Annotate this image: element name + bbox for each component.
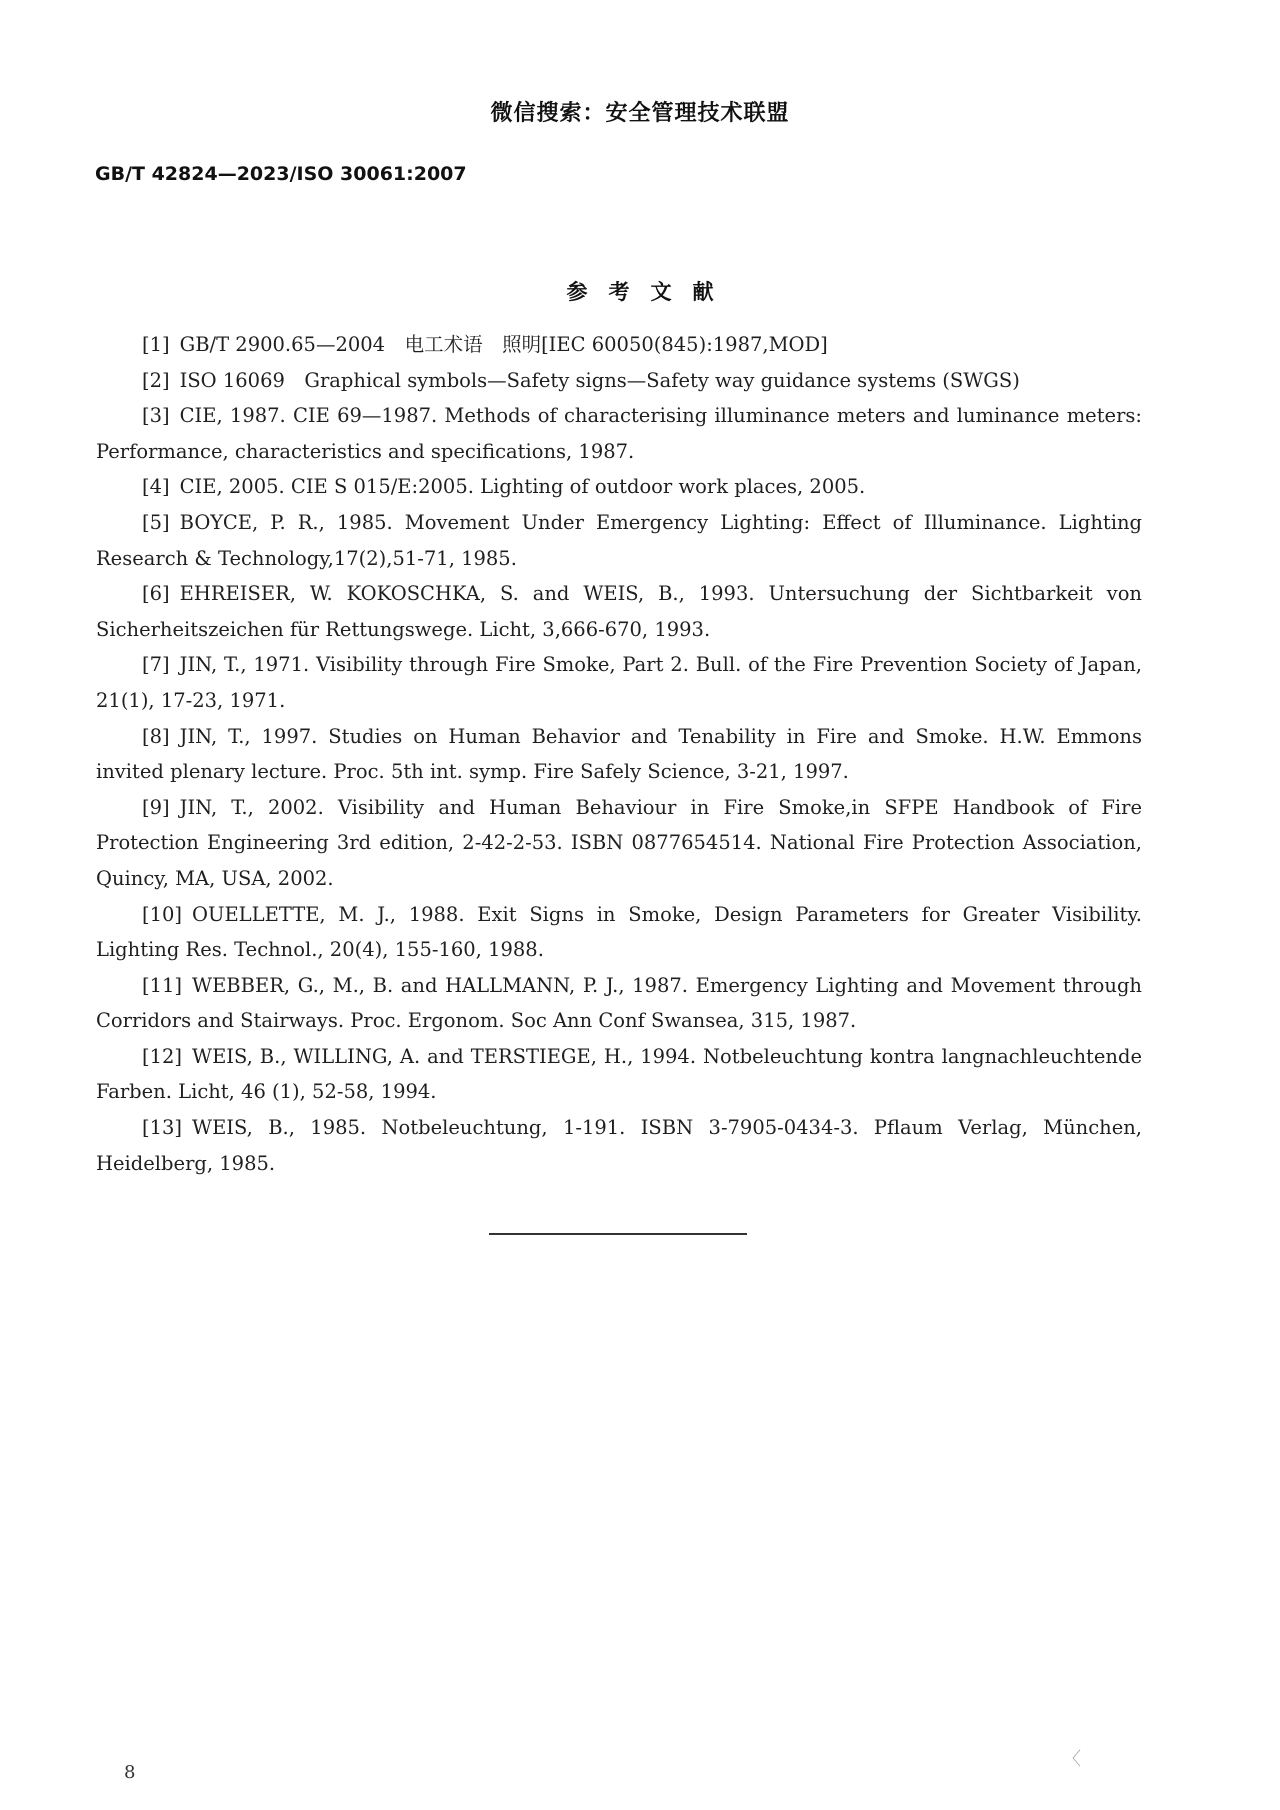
standard-code: GB/T 42824—2023/ISO 30061:2007: [95, 163, 467, 185]
reference-list: [96, 327, 1142, 1181]
reference-item-7: [96, 647, 1142, 718]
end-rule: [489, 1233, 747, 1235]
reference-number: [12]: [142, 1044, 183, 1068]
reference-item-12: [96, 1039, 1142, 1110]
reference-item-9: [96, 790, 1142, 897]
reference-text: JIN, T., 1971. Visibility through Fire Smoke, Part 2. Bull. of the Fire Prevention Society of Japan, 21(1), 17-23, 1971.: [96, 653, 1142, 712]
reference-text: OUELLETTE, M. J., 1988. Exit Signs in Smoke, Design Parameters for Greater Visibility. Lighting Res. Technol., 20(4), 155-160, 1988.: [96, 902, 1142, 962]
reference-item-10: [96, 897, 1142, 968]
margin-mark: 〈: [1063, 1749, 1081, 1770]
reference-text: ISO 16069 Graphical symbols—Safety signs—Safety way guidance systems (SWGS): [179, 368, 1020, 392]
reference-text: EHREISER, W. KOKOSCHKA, S. and WEIS, B., 1993. Untersuchung der Sichtbarkeit von Sicherheitszeichen für Rettungswege. Licht, 3,666-670, 1993.: [96, 582, 1142, 641]
reference-item-13: [96, 1110, 1142, 1181]
reference-text: JIN, T., 2002. Visibility and Human Behaviour in Fire Smoke,in SFPE Handbook of Fire Protection Engineering 3rd edition, 2-42-2-53. ISBN 0877654514. National Fire Protection Association, Quincy, MA, USA, 2002.: [96, 795, 1142, 890]
reference-text: WEIS, B., 1985. Notbeleuchtung, 1-191. ISBN 3-7905-0434-3. Pflaum Verlag, München, Heidelberg, 1985.: [96, 1116, 1142, 1175]
watermark-text: 微信搜索：安全管理技术联盟: [490, 101, 790, 126]
reference-item-8: [96, 719, 1142, 790]
reference-text: CIE, 2005. CIE S 015/E:2005. Lighting of outdoor work places, 2005.: [179, 475, 866, 499]
reference-number: [11]: [142, 973, 183, 997]
reference-number: [2]: [142, 368, 170, 392]
page-number: 8: [124, 1762, 136, 1783]
reference-number: [6]: [142, 582, 170, 606]
reference-number: [10]: [142, 902, 183, 926]
reference-item-1: [96, 327, 1142, 363]
reference-item-11: [96, 968, 1142, 1039]
reference-number: [9]: [142, 795, 170, 819]
reference-number: [4]: [142, 475, 170, 499]
reference-number: [13]: [142, 1116, 183, 1140]
reference-item-4: [96, 469, 1142, 505]
reference-number: [8]: [142, 724, 170, 748]
reference-number: [3]: [142, 404, 170, 428]
reference-number: [7]: [142, 653, 170, 677]
reference-number: [5]: [142, 510, 170, 534]
reference-item-2: [96, 363, 1142, 399]
reference-item-5: [96, 505, 1142, 576]
reference-text: WEIS, B., WILLING, A. and TERSTIEGE, H., 1994. Notbeleuchtung kontra langnachleuchtende Farben. Licht, 46 (1), 52-58, 1994.: [96, 1044, 1142, 1104]
reference-text: WEBBER, G., M., B. and HALLMANN, P. J., 1987. Emergency Lighting and Movement through Corridors and Stairways. Proc. Ergonom. Soc Ann Conf Swansea, 315, 1987.: [96, 973, 1142, 1033]
reference-item-3: [96, 398, 1142, 469]
reference-text: GB/T 2900.65—2004 电工术语 照明[IEC 60050(845):1987,MOD]: [179, 333, 828, 356]
reference-text: JIN, T., 1997. Studies on Human Behavior and Tenability in Fire and Smoke. H.W. Emmons invited plenary lecture. Proc. 5th int. symp. Fire Safely Science, 3-21, 1997.: [96, 724, 1142, 784]
reference-number: [1]: [142, 333, 170, 356]
reference-text: BOYCE, P. R., 1985. Movement Under Emergency Lighting: Effect of Illuminance. Lighting Research & Technology,17(2),51-71, 1985.: [96, 510, 1142, 570]
reference-text: CIE, 1987. CIE 69—1987. Methods of characterising illuminance meters and luminance meters: Performance, characteristics and specifications, 1987.: [96, 404, 1142, 463]
section-title: 参考文献: [566, 280, 735, 304]
reference-item-6: [96, 576, 1142, 647]
